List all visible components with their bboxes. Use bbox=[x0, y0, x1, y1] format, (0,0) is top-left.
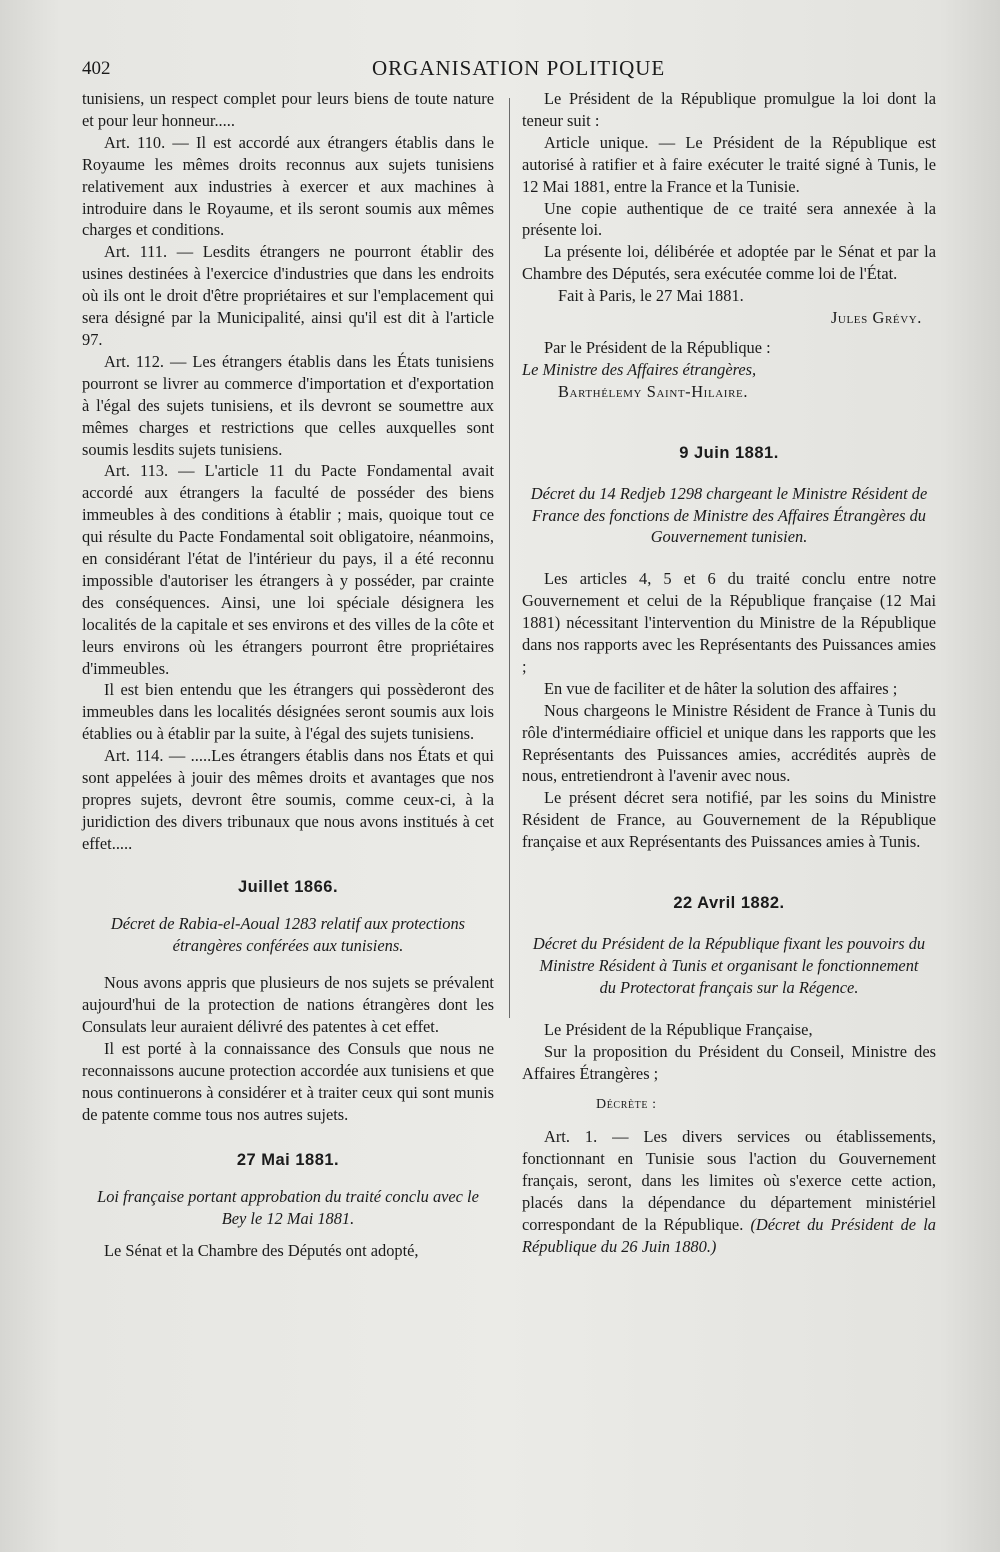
article-114: Art. 114. — .....Les étrangers établis dans nos États et qui sont appelées à jouir des mêmes droits et avantages que nos propres sujets, devront être soumis, comme ceux-ci, à la juridiction des divers tribunaux que nous avons institués à cet effet..... bbox=[82, 746, 494, 853]
paragraph: Nous avons appris que plusieurs de nos sujets se prévalent aujourd'hui de la protection de nations étrangères dont les Consulats leur auraient délivré des patentes à cet effet. bbox=[82, 973, 494, 1037]
date-heading: 22 Avril 1882. bbox=[673, 894, 785, 913]
page-number: 402 bbox=[82, 58, 111, 79]
right-column bbox=[522, 88, 936, 1258]
article-111: Art. 111. — Lesdits étrangers ne pourront établir des usines destinées à l'exercice d'industries que dans les endroits où ils ont le droit d'être propriétaires et sur l'emplacement qui sera désigné par la Municipalité, ainsi qu'il est dit à l'article 97. bbox=[82, 242, 494, 349]
signature: Jules Grévy. bbox=[830, 308, 922, 328]
decree-title: Décret du 14 Redjeb 1298 chargeant le Ministre Résident de France des fonctions de Ministre des Affaires Étrangères du Gouvernement tunisien. bbox=[530, 483, 928, 547]
left-column bbox=[82, 88, 494, 1261]
date-heading: 27 Mai 1881. bbox=[236, 1150, 340, 1169]
paragraph: Nous chargeons le Ministre Résident de France à Tunis du rôle d'intermédiaire officiel et unique dans les rapports que les Représentants des Puissances amies, accrédités auprès de nous, entretiendront à l'avenir avec nous. bbox=[522, 700, 936, 786]
decrete-heading: Décrète : bbox=[596, 1097, 657, 1113]
column-divider bbox=[509, 98, 510, 1018]
paragraph: tunisiens, un respect complet pour leurs biens de toute nature et pour leur honneur..... bbox=[82, 89, 494, 130]
article-1 bbox=[522, 1126, 936, 1257]
decree-title: Décret du Président de la République fixant les pouvoirs du Ministre Résident à Tunis et organisant le fonctionnement du Protectorat français sur la Régence. bbox=[532, 934, 926, 997]
paragraph: Le Président de la République Française, bbox=[544, 1019, 813, 1039]
paragraph: Sur la proposition du Président du Conseil, Ministre des Affaires Étrangères ; bbox=[522, 1041, 936, 1083]
running-head: ORGANISATION POLITIQUE bbox=[372, 56, 666, 80]
paragraph: Les articles 4, 5 et 6 du traité conclu entre notre Gouvernement et celui de la République française (12 Mai 1881) nécessitant l'intervention du Ministre de la République dans nos rapports avec les Représentants des Puissances amies ; bbox=[522, 569, 936, 676]
article-unique: Article unique. — Le Président de la République est autorisé à ratifier et à faire exécuter le traité signé à Tunis, le 12 Mai 1881, entre la France et la Tunisie. bbox=[522, 132, 936, 196]
paragraph: En vue de faciliter et de hâter la solution des affaires ; bbox=[544, 678, 898, 698]
article-1-text: Art. 1. — Les divers services ou établissements, fonctionnant en Tunisie sous l'action du Gouvernement français, seront, dans les limites où s'exerce cette action, placés dans la dépendance du département ministériel correspondant de la République. bbox=[522, 1127, 936, 1234]
paragraph: Le Président de la République promulgue la loi dont la teneur suit : bbox=[522, 89, 936, 130]
paragraph: Il est bien entendu que les étrangers qui possèderont des immeubles dans les localités désignées seront soumis aux lois établies ou à établir par la suite, à l'égal des sujets tunisiens. bbox=[82, 680, 494, 744]
paragraph: Fait à Paris, le 27 Mai 1881. bbox=[558, 286, 744, 306]
date-heading: 9 Juin 1881. bbox=[679, 443, 779, 462]
paragraph: Il est porté à la connaissance des Consuls que nous ne reconnaissons aucune protection accordée aux tunisiens et que nous continuerons à considérer et à traiter ceux qui sont munis de patente comme tous nos autres sujets. bbox=[82, 1039, 494, 1124]
article-112: Art. 112. — Les étrangers établis dans les États tunisiens pourront se livrer au commerce d'importation et d'exportation à l'égal des sujets tunisiens, et ils devront se soumettre aux mêmes charges et restrictions que celles auxquelles sont soumis lesdits sujets tunisiens. bbox=[82, 351, 494, 459]
decree-title: Décret de Rabia-el-Aoual 1283 relatif aux protections étrangères conférées aux tunisiens. bbox=[110, 913, 466, 955]
paragraph: Une copie authentique de ce traité sera annexée à la présente loi. bbox=[522, 198, 936, 240]
signature: Barthélemy Saint-Hilaire. bbox=[558, 381, 749, 401]
paragraph: La présente loi, délibérée et adoptée par le Sénat et par la Chambre des Députés, sera exécutée comme loi de l'État. bbox=[522, 242, 936, 284]
paragraph: Le Sénat et la Chambre des Députés ont adopté, bbox=[104, 1240, 419, 1260]
paragraph: Par le Président de la République : bbox=[544, 337, 771, 357]
article-1-note: (Décret du Président de la République du 26 Juin 1880.) bbox=[522, 1214, 936, 1256]
article-110: Art. 110. — Il est accordé aux étrangers établis dans le Royaume les mêmes droits reconnus aux sujets tunisiens relativement aux industries à exercer et aux machines à introduire dans le Royaume, et ils seront soumis aux mêmes charges et conditions. bbox=[82, 132, 494, 240]
date-heading: Juillet 1866. bbox=[237, 877, 339, 896]
page-header bbox=[82, 54, 942, 88]
law-title: Loi française portant approbation du traité conclu avec le Bey le 12 Mai 1881. bbox=[97, 1186, 479, 1228]
paragraph: Le Ministre des Affaires étrangères, bbox=[522, 359, 757, 379]
article-113: Art. 113. — L'article 11 du Pacte Fondamental avait accordé aux étrangers la faculté de posséder des biens immeubles à des conditions à établir ; mais, quoique tout ce qui résulte du Pacte Fondamental soit obligatoire, néanmoins, en considérant l'état de l'intérieur du pays, il a été reconnu impossible d'autoriser les étrangers à y posséder, par crainte des conséquences. Ainsi, une loi spéciale désignera les localités de la capitale et ses environs et des villes de la côte et leurs environs où les étrangers pourront être propriétaires d'immeubles. bbox=[82, 461, 494, 678]
paragraph: Le présent décret sera notifié, par les soins du Ministre Résident de France, au Gouvernement de la République française et aux Représentants des Puissances amies à Tunis. bbox=[522, 788, 936, 852]
